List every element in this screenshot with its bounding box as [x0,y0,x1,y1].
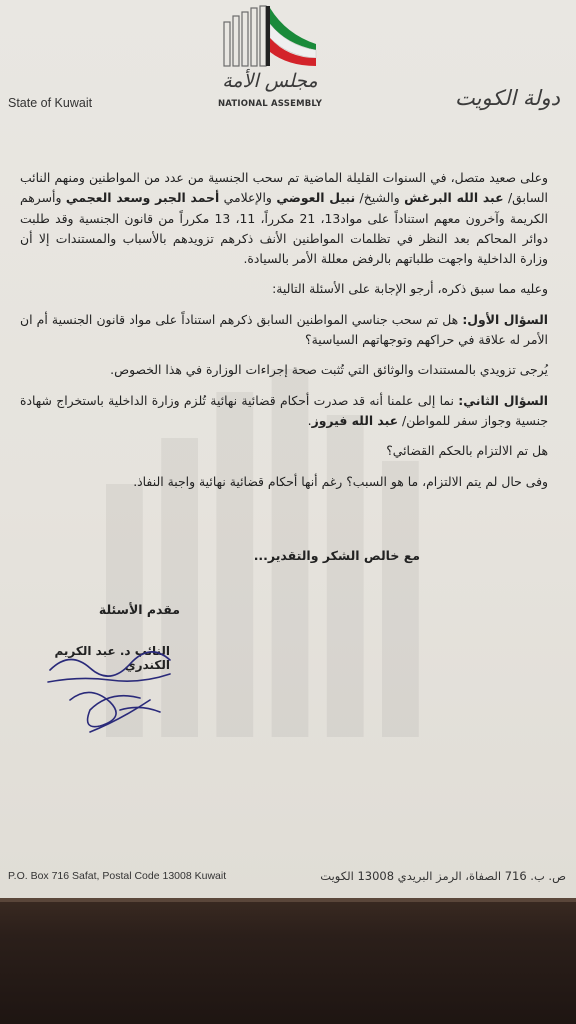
citizen-name: أحمد الجبر وسعد العجمي [65,190,220,206]
question-two-follow-up: هل تم الالتزام بالحكم القضائي؟ [386,443,548,459]
mp-name: النائب د. عبد الكريم الكندري [54,644,170,672]
citizen-name: عبد الله البرغش [404,190,504,206]
question-two-label: السؤال الثاني: [458,392,549,408]
handwritten-signature [30,640,190,740]
question-one-label: السؤال الأول: [462,311,548,327]
wooden-table [0,898,576,1024]
national-assembly-logo [216,4,320,70]
postal-address-arabic: ص. ب. 716 الصفاة، الرمز البريدي 13008 الكويت [320,869,566,883]
state-name-english: State of Kuwait [8,96,93,110]
presenter-label: مقدم الأسئلة [98,602,180,617]
citizen-name: عبد الله فيروز [311,412,399,428]
assembly-name-english: NATIONAL ASSEMBLY [217,99,323,109]
postal-address-english: P.O. Box 716 Safat, Postal Code 13008 Kuwait [8,870,227,882]
assembly-name-arabic: مجلس الأمة [222,70,318,92]
question-two: السؤال الثاني: نما إلى علمنا أنه قد صدرت أحكام قضائية نهائية تُلزم وزارة الداخلية باستخراج شهادة جنسية وجواز سفر للمواطن/ عبد الله فيروز. [20,392,549,428]
state-name-arabic: دولة الكويت [455,86,560,110]
intro-paragraph: وعلى صعيد متصل، في السنوات القليلة الماضية تم سحب الجنسية من عدد من المواطنين ومنهم النائب السابق/ عبد الله البرغش والشيخ/ نبيل العوضي والإعلامي أحمد الجبر وسعد العجمي وأسرهم الكريمة وآخرون معهم استناداً على مواد13، 21 مكرراً، 11، 13 مكرراً من قانون الجنسية وقد طلبت دوائر المحاكم بعد النظر في تظلمات المواطنين الأنف ذكرهم تزويدهم بالأسباب والمستندات إلا أن وزارة الداخلية واجهت طلباتهم بالرفض معللة الأمر بالسيادة. [20,170,548,267]
questions-lead: وعليه مما سبق ذكره، أرجو الإجابة على الأسئلة التالية: [272,281,548,297]
citizen-name: نبيل العوضي [276,190,356,206]
question-one-request: يُرجى تزويدي بالمستندات والوثائق التي تُثبت صحة إجراءات الوزارة في هذا الخصوص. [110,362,548,378]
closing-line: مع خالص الشكر والتقدير... [253,548,420,563]
question-one: السؤال الأول: هل تم سحب جناسي المواطنين السابق ذكرهم استناداً على مواد قانون الجنسية أم ان الأمر له علاقة في حراكهم وتوجهاتهم السياسية؟ [20,311,548,348]
question-two-follow-up: وفى حال لم يتم الالتزام، ما هو السبب؟ رغم أنها أحكام قضائية نهائية واجبة النفاذ. [133,473,548,489]
letter-body [20,168,548,492]
